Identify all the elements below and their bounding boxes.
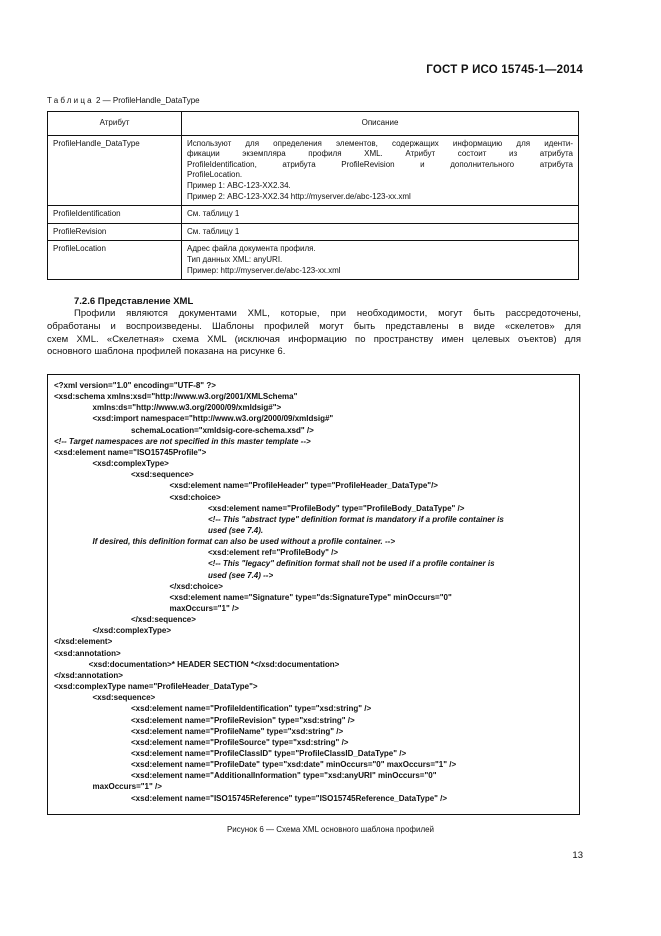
- description-line: Используют для определения элементов, содержащих информацию для иденти-: [187, 138, 573, 148]
- attribute-table: [47, 111, 579, 280]
- section-paragraph: [47, 308, 581, 359]
- xml-code-listing: [47, 374, 580, 815]
- description-line: фикации экземпляра профиля XML. Атрибут состоит из атрибута: [187, 149, 573, 159]
- column-header-description: Описание: [182, 112, 579, 136]
- attribute-cell: ProfileHandle_DataType: [48, 135, 182, 206]
- code-line: <xsd:element name="AdditionalInformation" type="xsd:anyURI" minOccurs="0": [131, 771, 437, 781]
- code-line: <xsd:import namespace="http://www.w3.org/2000/09/xmldsig#": [92, 414, 334, 424]
- code-line: <xsd:sequence>: [131, 470, 194, 480]
- description-cell: [182, 206, 579, 224]
- description-line: Тип данных XML: anyURI.: [187, 254, 283, 264]
- document-code: ГОСТ Р ИСО 15745-1—2014: [426, 64, 583, 76]
- code-line: </xsd:annotation>: [54, 670, 123, 680]
- code-line: </xsd:choice>: [169, 581, 223, 591]
- description-line: ProfileLocation.: [187, 170, 243, 180]
- paragraph-line: обработаны и воспроизведены. Шаблоны профилей могут быть представлены в виде «скелетов» для: [47, 320, 581, 332]
- code-comment-line: If desired, this definition format can also be used without a profile container. -->: [92, 537, 395, 547]
- attribute-cell: ProfileLocation: [48, 241, 182, 280]
- description-line: См. таблицу 1: [187, 226, 240, 236]
- section-heading: 7.2.6 Представление XML: [74, 296, 194, 307]
- description-line: См. таблицу 1: [187, 209, 240, 219]
- code-line: <xsd:element ref="ProfileBody" />: [208, 548, 339, 558]
- code-line: schemaLocation="xmldsig-core-schema.xsd" />: [131, 425, 314, 435]
- code-line: maxOccurs="1" />: [92, 782, 162, 792]
- code-line: <xsd:sequence>: [92, 693, 156, 703]
- description-line: Пример: http://myserver.de/abc-123-xx.xml: [187, 265, 341, 275]
- code-comment-line: <!-- This "legacy" definition format shall not be used if a profile container is: [208, 559, 495, 569]
- description-line: Пример 2: ABC-123-XX2.34 http://myserver.de/abc-123-xx.xml: [187, 191, 411, 201]
- paragraph-line: основного шаблона профилей показана на рисунке 6.: [47, 346, 286, 358]
- code-line: <xsd:element name="Signature" type="ds:SignatureType" minOccurs="0": [169, 592, 452, 602]
- code-line: <xsd:complexType name="ProfileHeader_DataType">: [54, 682, 258, 692]
- paragraph-line: схем XML. «Скелетная» схема XML (исключая информацию по пространству имен целевых оъектов) для: [47, 333, 581, 345]
- code-comment-line: <!-- This "abstract type" definition format is mandatory if a profile container is: [208, 514, 504, 524]
- table-row: [48, 206, 579, 224]
- table-row: [48, 223, 579, 241]
- attribute-cell: ProfileRevision: [48, 223, 182, 241]
- code-line: xmlns:ds="http://www.w3.org/2000/09/xmldsig#">: [92, 403, 282, 413]
- code-line: <xsd:element name="ProfileDate" type="xsd:date" minOccurs="0" maxOccurs="1" />: [131, 760, 457, 770]
- code-line: maxOccurs="1" />: [169, 604, 239, 613]
- code-comment-line: used (see 7.4) -->: [208, 570, 274, 580]
- code-line: <?xml version="1.0" encoding="UTF-8" ?>: [54, 381, 216, 390]
- column-header-attribute: Атрибут: [48, 112, 182, 136]
- code-comment-line: <!-- Target namespaces are not specified in this master template -->: [54, 436, 311, 446]
- code-line: <xsd:element name="ProfileIdentification" type="xsd:string" />: [131, 704, 372, 714]
- code-line: <xsd:documentation>* HEADER SECTION *</xsd:documentation>: [88, 659, 340, 669]
- code-line: <xsd:element name="ProfileSource" type="xsd:string" />: [131, 737, 349, 747]
- code-line: <xsd:element name="ISO15745Profile">: [54, 447, 207, 457]
- code-line: <xsd:element name="ProfileClassID" type="ProfileClassID_DataType" />: [131, 748, 407, 758]
- description-line: Пример 1: ABC-123-XX2.34.: [187, 180, 291, 190]
- table-caption-title: 2 — ProfileHandle_DataType: [93, 96, 200, 105]
- code-line: </xsd:element>: [54, 637, 113, 647]
- table-caption: [47, 96, 200, 105]
- page-number: 13: [572, 850, 583, 861]
- code-line: </xsd:sequence>: [131, 615, 196, 625]
- code-comment-line: used (see 7.4).: [208, 525, 264, 535]
- code-line: <xsd:element name="ProfileName" type="xsd:string" />: [131, 726, 344, 736]
- code-line: <xsd:element name="ISO15745Reference" type="ISO15745Reference_DataType" />: [131, 793, 448, 803]
- code-line: <xsd:complexType>: [92, 459, 169, 469]
- attribute-cell: ProfileIdentification: [48, 206, 182, 224]
- description-line: Адрес файла документа профиля.: [187, 244, 316, 254]
- code-line: <xsd:annotation>: [54, 648, 121, 658]
- description-cell: [182, 241, 579, 280]
- description-cell: [182, 223, 579, 241]
- description-line: ProfileIdentification, атрибута ProfileRevision и дополнительного атрибута: [187, 159, 573, 169]
- table-row: [48, 241, 579, 280]
- code-line: <xsd:element name="ProfileHeader" type="ProfileHeader_DataType"/>: [169, 481, 438, 491]
- code-line: <xsd:element name="ProfileBody" type="ProfileBody_DataType" />: [208, 503, 465, 513]
- description-cell: [182, 135, 579, 206]
- code-line: <xsd:schema xmlns:xsd="http://www.w3.org/2001/XMLSchema": [54, 392, 298, 402]
- table-row: [48, 135, 579, 206]
- figure-caption: Рисунок 6 — Схема XML основного шаблона профилей: [226, 825, 435, 834]
- code-line: <xsd:element name="ProfileRevision" type="xsd:string" />: [131, 715, 355, 725]
- code-line: </xsd:complexType>: [92, 626, 172, 636]
- code-line: <xsd:choice>: [169, 492, 221, 502]
- table-header-row: [48, 112, 579, 136]
- paragraph-line: Профили являются документами XML, которые, при необходимости, могут быть рассредоточены,: [74, 308, 581, 319]
- table-caption-prefix: Таблица: [47, 96, 94, 105]
